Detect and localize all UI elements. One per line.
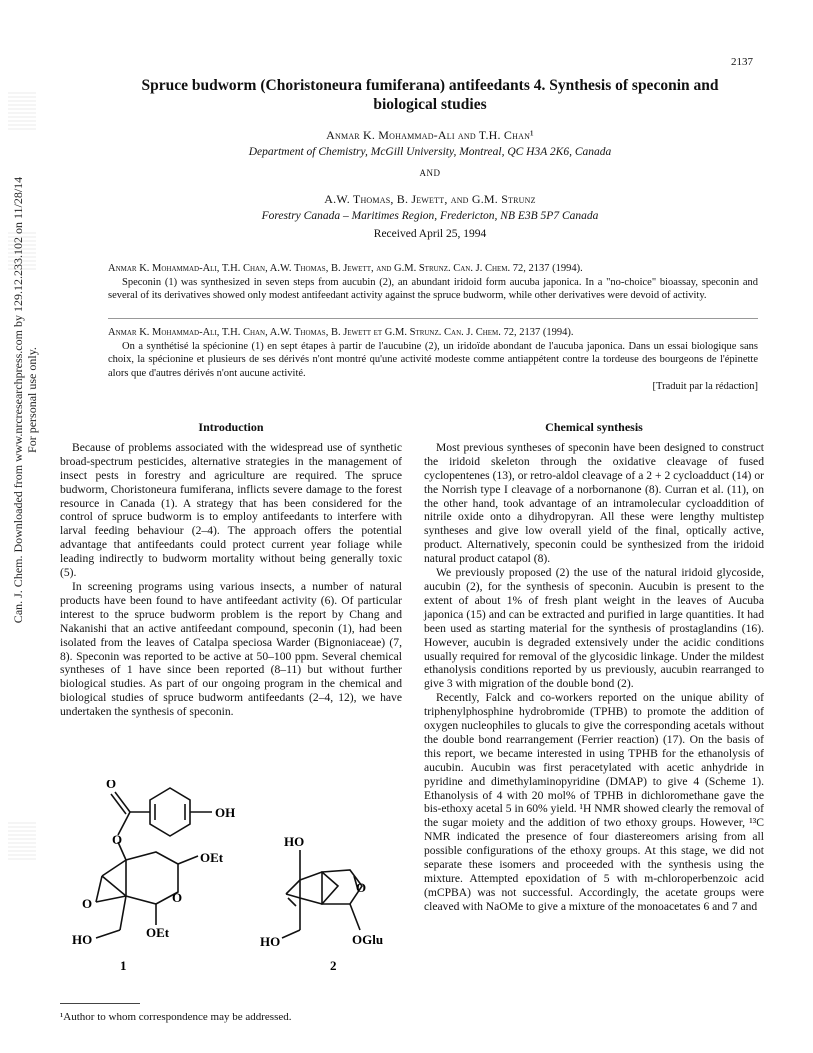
title-line-2: biological studies — [373, 96, 487, 113]
introduction-heading: Introduction — [198, 420, 264, 434]
struct2-ring-o: O — [356, 880, 367, 895]
watermark-line2: For personal use only. — [25, 347, 39, 453]
abstract-fr-citation: Anmar K. Mohammad-Ali, T.H. Chan, A.W. Thomas, B. Jewett et G.M. Strunz. Can. J. Chem. 72, 2137 (1994). — [108, 327, 574, 338]
and-separator: AND — [419, 168, 441, 178]
footnote: ¹Author to whom correspondence may be addressed. — [60, 1011, 292, 1023]
abstract-fr-text: On a synthétisé la spécionine (1) en sept étapes à partir de l'aucubine (2), un iridoïde abondant de l'aucuba japonica. Dans un essai biologique sans choix, la spécionine et plusieurs de ses dérivés n'ont montré qu'une activité modeste comme antiappétent contre la tordeuse des bourgeons de l'épinette alors que d'autres dérivés n'ont aucune activité. — [108, 340, 758, 379]
abstract-french — [108, 326, 758, 394]
authors-secondary: A.W. Thomas, B. Jewett, and G.M. Strunz — [324, 192, 536, 206]
abstract-english — [108, 262, 758, 303]
title-line-1: Spruce budworm (Choristoneura fumiferana) antifeedants 4. Synthesis of speconin and — [141, 77, 719, 94]
structure-2-label: 2 — [330, 958, 337, 973]
struct1-ho: HO — [72, 932, 93, 947]
scan-noise — [8, 820, 36, 860]
structure-1-speconin — [60, 780, 400, 980]
struct1-oh: OH — [215, 805, 236, 820]
chemical-synthesis-heading: Chemical synthesis — [545, 420, 643, 434]
structure-1-label: 1 — [120, 958, 127, 973]
struct1-oet-top: OEt — [200, 850, 224, 865]
abstract-divider — [108, 318, 758, 319]
authors-primary: Anmar K. Mohammad-Ali and T.H. Chan¹ — [326, 128, 534, 142]
watermark-line1: Can. J. Chem. Downloaded from www.nrcresearchpress.com by 129.12.233.102 on 11/28/14 — [11, 176, 25, 624]
struct1-epoxide-o: O — [82, 896, 93, 911]
chem-paragraph-2: We previously proposed (2) the use of the natural iridoid glycoside, aucubin (2), for the synthesis of speconin. Aucubin is present to the extent of about 1% of fresh plant weight in the leaves of Aucuba japonica (15) and can be extracted and purified in large quantities. It had been used as starting material for the synthesis of prostaglandins (16). However, aucubin is degraded extensively under the acidic conditions usually required for removal of the glycosidic linkage. Under the mildest ethanolysis conditions reported by us previously, aucubin rearranged to give 3 with migration of the double bond (2). — [424, 566, 764, 691]
introduction-column — [60, 421, 402, 719]
affiliation-primary: Department of Chemistry, McGill University, Montreal, QC H3A 2K6, Canada — [248, 146, 612, 158]
affiliation-secondary: Forestry Canada – Maritimes Region, Fredericton, NB E3B 5P7 Canada — [261, 210, 599, 222]
struct1-oet-bottom: OEt — [146, 925, 170, 940]
struct2-ho-bottom: HO — [260, 934, 281, 949]
struct1-ring-o: O — [172, 890, 183, 905]
intro-paragraph-1: Because of problems associated with the widespread use of synthetic broad-spectrum pesticides, alternative strategies in the management of insect pests in forestry and agriculture are required. The spruce budworm, Choristoneura fumiferana, inflicts severe damage to the forest resource in Canada (1). A strategy that has been considered for the control of spruce budworm is to employ antifeedants to interfere with larval feeding behaviour (2–4). The approach offers the potential advantage that antifeedants could protect current year foliage while leading indirectly to budworm mortality without being generally toxic (5). — [60, 440, 402, 580]
abstract-en-citation: Anmar K. Mohammad-Ali, T.H. Chan, A.W. Thomas, B. Jewett, and G.M. Strunz. Can. J. Chem. 72, 2137 (1994). — [108, 263, 583, 274]
received-date: Received April 25, 1994 — [373, 228, 487, 240]
footnote-rule — [60, 1003, 140, 1004]
struct2-ho-top: HO — [284, 834, 305, 849]
translation-note: [Traduit par la rédaction] — [652, 381, 758, 392]
download-watermark — [10, 140, 40, 660]
chem-paragraph-1: Most previous syntheses of speconin have been designed to construct the iridoid skeleton through the oxidative cleavage of fused cyclopentenes (13), or retro-aldol cleavage of a 2 + 2 cycloadduct (14) or the Norrish type I cleavage of a norbornanone (8). Curran et al. (11), on the other hand, took advantage of an intramolecular cycloaddition of nitrile oxide onto a dihydropyran. All these were lengthy multistep syntheses and give low overall yield of the final, optically active, product. Alternatively, speconin could be synthesized from the iridoid natural product catapol (8). — [424, 440, 764, 566]
page-number: 2137 — [731, 56, 753, 68]
abstract-en-text: Speconin (1) was synthesized in seven steps from aucubin (2), an abundant iridoid form aucuba japonica. In a "no-choice" bioassay, speconin and several of its derivatives showed only modest antifeedant activity against the spruce budworm, while other derivatives were devoid of activity. — [108, 276, 758, 301]
intro-paragraph-2: In screening programs using various insects, a number of natural products have been found to have antifeedant activity (6). Of particular interest to the spruce budworm problem is the report by Chang and Nakanishi that an active antifeedant compound, speconin (1), had been isolated from the leaves of Catalpa speciosa Warder (Bignoniaceae) (7, 8). Speconin was reported to be active at 50–100 ppm. Several chemical syntheses of 1 have since been reported (8–11) but without further biological studies. As part of our ongoing program in the chemical and biological studies of spruce budworm antifeedants (2–4, 12), we have undertaken the synthesis of speconin. — [60, 579, 402, 719]
scan-noise — [8, 90, 36, 130]
struct1-ester-o: O — [112, 832, 123, 847]
chemical-synthesis-column — [424, 421, 764, 914]
article-title — [100, 76, 760, 114]
struct2-oglu: OGlu — [352, 932, 384, 947]
struct1-carbonyl-o: O — [106, 780, 117, 791]
chem-paragraph-3: Recently, Falck and co-workers reported on the unique ability of triphenylphosphine hydrobromide (TPHB) to promote the addition of oxygen nucleophiles to glucals to give the corresponding acetals without the double bond rearrangement (Ferrier reaction) (17). On the basis of this report, we became interested in using TPHB for the ethanolysis of aucubin. Aucubin was first peracetylated with acetic anhydride in pyridine and dimethylaminopyridine (DMAP) to give 4 (Scheme 1). Ethanolysis of 4 with 20 mol% of TPHB in dichloromethane gave the bis-ethoxy acetal 5 in 60% yield. ¹H NMR showed clearly the removal of the sugar moiety and the addition of two ethoxy groups. However, ¹³C NMR indicated the presence of four diastereomers arising from all possible configurations of the ethoxy groups. At this stage, we did not separate these isomers and proceeded with the synthesis using the mixture. Attempted epoxidation of 5 with m-chloroperbenzoic acid (mCPBA) was not successful. Accordingly, the acetate groups were cleaved with NaOMe to give a mixture of the monoacetates 6 and 7 and — [424, 691, 764, 913]
